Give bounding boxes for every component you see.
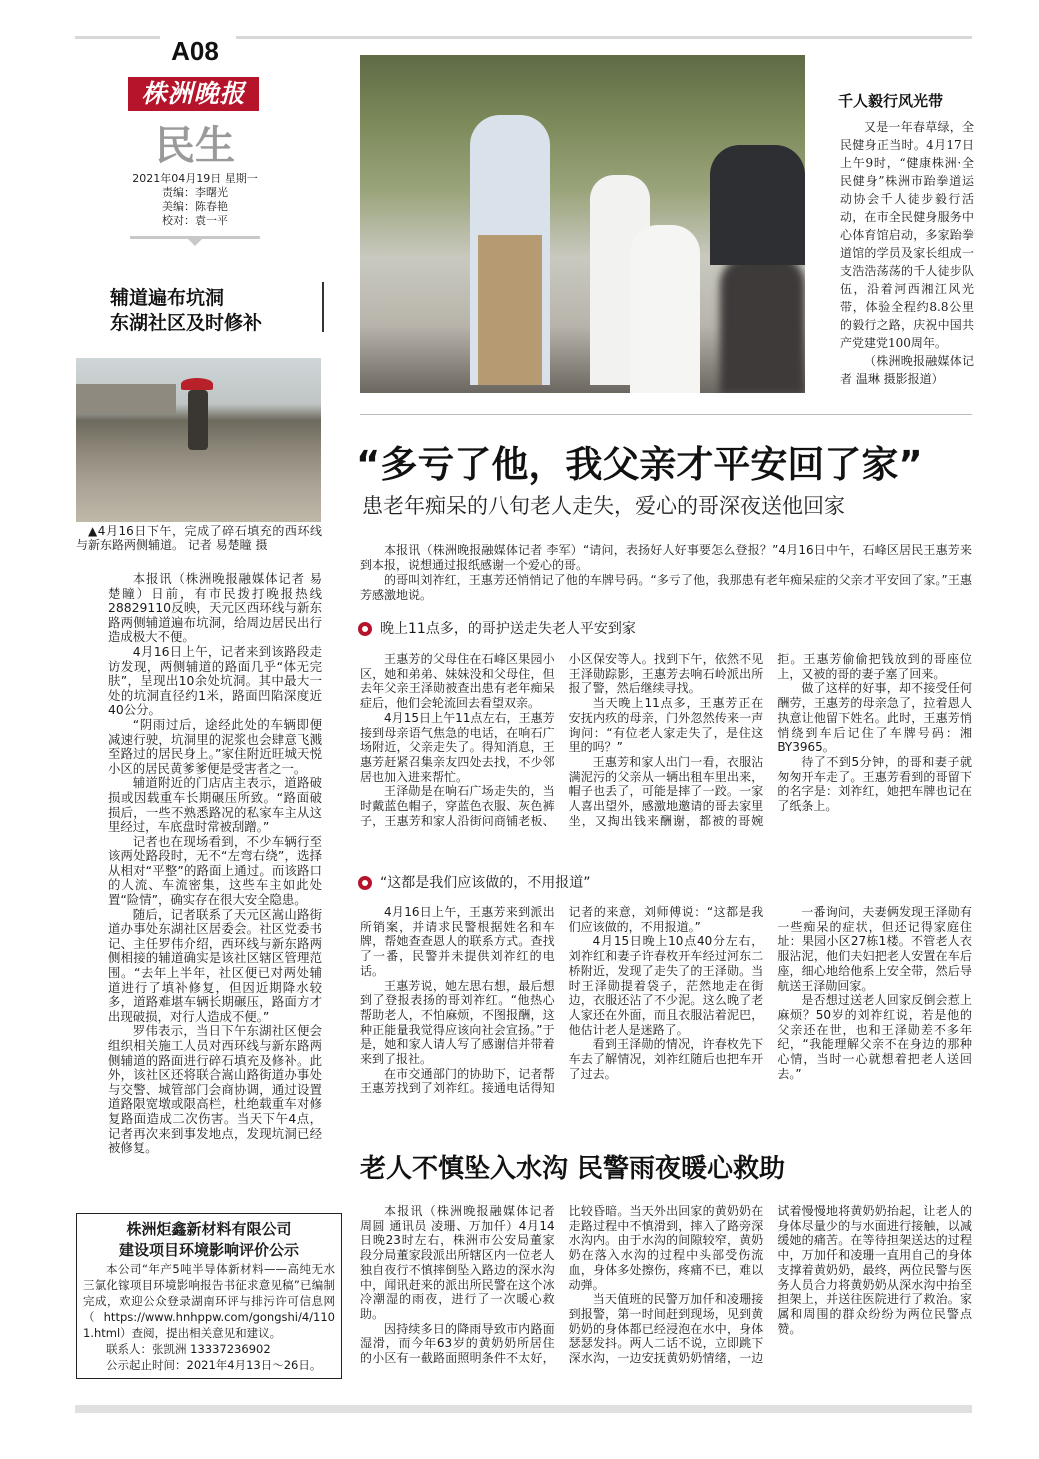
left-article-body [108,572,322,1156]
paragraph: 辅道附近的门店店主表示，道路破损或因载重车长期碾压所致。“路面破损后，一些不熟悉路况的私家车主从这里经过，车底盘时常被刮蹭。” [108,775,322,835]
headline-line: 辅道遍布坑洞 [110,287,225,309]
paragraph: 罗伟表示，当日下午东湖社区便会组织相关施工人员对西环线与新东路两侧辅道的路面进行碎石填充及修补。此外，该社区还将联合嵩山路街道办事处与交警、城管部门会商协调，通过设置道路限宽墩或限高栏，杜绝载重车对修复路面造成二次伤害。当天下午4点，记者再次来到事发地点，发现坑洞已经被修复。 [108,1023,322,1156]
ad-title: 建设项目环境影响评价公示 [118,1241,299,1259]
main-headline: “多亏了他，我父亲才平安回了家” [356,443,923,486]
editor-credit: 责编：李曙光 [162,186,228,199]
paragraph: 在市交通部门的协助下，记者帮王惠芳找到了刘祚红。接通电话得知记者的来意，刘师傅说：“这都是我们应该做的，不用报道。” [360,905,764,1096]
section-1-columns [360,652,972,828]
paragraph: 看到王泽勋的情况，许春枚先下车去了解情况，刘祚红随后也把车开了过去。 [568,1037,764,1081]
paragraph: 4月15日上午11点左右，王惠芳接到母亲语气焦急的电话，在响石广场附近，父亲走失了。得知消息，王惠芳赶紧召集亲友四处去找，不少邻居也加入进来帮忙。 [360,710,555,784]
public-notice-ad [76,1213,342,1379]
photo-story-title: 千人毅行风光带 [838,92,944,110]
paragraph: 王惠芳的父母住在石峰区果园小区，她和弟弟、妹妹没和父母住，但去年父亲王泽勋被查出患有老年痴呆症后，他们会轮流回去看望双亲。 [360,652,555,711]
paragraph: 随后，记者联系了天元区嵩山路街道办事处东湖社区居委会。社区党委书记、主任罗伟介绍，西环线与新东路两侧相接的辅道确实是该社区辖区管理范围。“去年上半年，社区便已对两处辅道进行了填补修复，但因近期降水较多，道路难堪车辆长期碾压，路面方才出现破损，对行人造成不便。” [108,906,322,1024]
paragraph: 一番询问，夫妻俩发现王泽勋有一些痴呆的症状，但还记得家庭住址：果园小区27栋1楼。不管老人衣服沾泥，他们夫妇把老人安置在车后座，细心地给他系上安全带，然后导航送王泽勋回家。 [777,905,972,993]
paragraph: 本报讯（株洲晚报融媒体记者 周圆 通讯员 凌珊、万加仟）4月14日晚23时左右，株洲市公安局董家段分局董家段派出所辖区内一位老人独自夜行不慎摔倒坠入路边的深水沟中，闻讯赶来的派出所民警在这个冰冷潮湿的雨夜，进行了一次暖心救助。 [360,1204,555,1321]
chevron-down-icon [187,238,203,246]
third-article-columns [360,1204,972,1366]
paragraph: 是否想过送老人回家反倒会惹上麻烦？50岁的刘祚红说，若是他的父亲还在世，也和王泽勋差不多年纪，“我能理解父亲不在身边的那种心情，当时一心就想着把老人送回去。” [777,993,972,1081]
column-divider [322,282,324,332]
top-rule-right [236,36,972,39]
left-article-headline [110,286,262,336]
paragraph: 因持续多日的降雨导致市内路面湿滑，而今年63岁的黄奶奶所居住的小区有一截路面照明条件不太好，比较昏暗。当天外出回家的黄奶奶在走路过程中不慎滑到，摔入了路旁深水沟内。由于水沟的间隙较窄，黄奶奶在落入水沟的过程中头部受伤流血，身体多处擦伤，疼痛不已，难以动弹。 [360,1204,764,1366]
walking-event-photo [360,55,805,393]
main-intro [360,543,972,603]
red-ring-icon [358,622,372,636]
paragraph: 4月15日晚上10点40分左右，刘祚红和妻子许春枚开车经过河东二桥附近，发现了走失了的王泽勋。当时王泽勋提着袋子，茫然地走在街边，衣服还沾了不少泥。这么晚了老人家还在外面，而且衣服沾着泥巴，他估计老人是迷路了。 [568,934,764,1037]
paragraph: 本报讯（株洲晚报融媒体记者 李军）“请问，表扬好人好事要怎么登报？”4月16日中午，石峰区居民王惠芳来到本报，说想通过报纸感谢一个爱心的哥。 [360,543,972,572]
trousers-shape [478,235,542,385]
art-editor-credit: 美编：陈春艳 [162,200,228,213]
rider-shape [188,390,208,450]
paragraph: 4月16日上午，王惠芳来到派出所销案，并请求民警根据姓名和车牌，帮她查查恩人的联系方式。查找了一番，民警并未提供刘祚红的电话。 [360,905,555,978]
woman-figure-shape [710,145,805,265]
photo-credit: （株洲晚报融媒体记者 温琳 摄影报道） [840,354,974,386]
bottom-rule [75,1405,972,1413]
photo-story-body [840,118,974,388]
paragraph: 当天晚上11点多，王惠芳正在安抚内疚的母亲，门外忽然传来一声询问：“有位老人家走失了，是住这里的吗？” [568,696,764,755]
proofreader-credit: 校对：袁一平 [162,214,228,227]
newspaper-logo: 株洲晚报 [128,77,259,111]
ad-title: 株洲炬鑫新材料有限公司 [126,1220,292,1238]
red-ring-icon [358,876,372,890]
main-subheadline: 患老年痴呆的八旬老人走失，爱心的哥深夜送他回家 [362,494,845,518]
third-article-headline: 老人不慎坠入水沟 民警雨夜暖心救助 [360,1154,786,1184]
buildings-shape [76,384,176,414]
blurred-child-shape [720,255,805,393]
umbrella-shape [181,378,213,390]
paragraph: 又是一年春草绿，全民健身正当时。4月17日上午9时，“健康株洲·全民健身”株洲市跆拳道运动协会千人徒步毅行活动，在市全民健身服务中心体育馆启动，多家跆拳道馆的学员及家长组成一支浩浩荡荡的千人徒步队伍，沿着河西湘江风光带，体验全程约8.8公里的毅行之路，庆祝中国共产党建党100周年。 [840,120,974,350]
subheading-text: 晚上11点多，的哥护送走失老人平安到家 [380,621,636,637]
ad-contact: 联系人：张凯洲 13337236902 [106,1342,271,1356]
subheading-text: “这都是我们应该做的，不用报道” [380,875,591,891]
ad-period: 公示起止时间：2021年4月13日～26日。 [106,1358,322,1372]
subheading-1 [358,619,636,639]
paragraph: 做了这样的好事，却不接受任何酬劳，王惠芳的母亲急了，拉着恩人执意让他留下姓名。此时，王惠芳悄悄绕到车后记住了车牌号码：湘BY3965。 [777,681,972,755]
paragraph: 待了不到5分钟，的哥和妻子就匆匆开车走了。王惠芳看到的哥留下的名字是：刘祚红，她把车牌也记在了纸条上。 [777,754,972,814]
top-rule-left [75,36,160,39]
section-divider [360,414,972,415]
paragraph: 王泽勋是在响石广场走失的，当时戴蓝色帽子，穿蓝色衣服、灰色裤子，王惠芳和家人沿街问商铺老板、小区保安等人。找到下午，依然不见王泽勋踪影，王惠芳去响石岭派出所报了警，然后继续寻找。 [360,652,764,828]
paragraph: 王惠芳和家人出门一看，衣服沾满泥污的父亲从一辆出租车里出来，帽子也丢了，可能是摔了一跤。一家人喜出望外，感激地邀请的哥去家里坐，又掏出钱来酬谢，都被的哥婉拒。王惠芳偷偷把钱放到的哥座位上，又被的哥的妻子塞了回来。 [568,652,972,828]
paragraph: 本报讯（株洲晚报融媒体记者 易楚瞳）日前，有市民拨打晚报热线28829110反映，天元区西环线与新东路两侧辅道遍布坑洞，给周边居民出行造成极大不便。 [108,571,322,645]
paragraph: 4月16日上午，记者来到该路段走访发现，两侧辅道的路面几乎“体无完肤”，呈现出10余处坑洞。其中最大一处的坑洞直径约1米，路面凹陷深度近40公分。 [108,643,322,718]
road-potholes-photo [76,358,321,522]
ad-body: 本公司“年产5吨半导体新材料——高纯无水三氯化镓项目环境影响报告书征求意见稿”已编制完成，欢迎公众登录湖南环评与排污许可信息网（https://www.hnhppw.com/gongshi/4/1101.html）查阅，提出相关意见和建议。 [83,1262,335,1340]
subheading-2 [358,873,591,893]
paragraph: 的哥叫刘祚红，王惠芳还悄悄记了他的车牌号码。“多亏了他，我那患有老年痴呆症的父亲才平安回了家。”王惠芳感激地说。 [360,573,972,602]
page-number: A08 [171,36,219,66]
section-title: 民生 [155,122,235,169]
paragraph: 当天值班的民警万加仟和凌珊接到报警，第一时间赶到现场，见到黄奶奶的身体都已经浸泡在水中，身体瑟瑟发抖。两人二话不说，立即跳下深水沟，一边安抚黄奶奶情绪，一边试着慢慢地将黄奶奶抬起，让老人的身体尽量少的与水面进行接触，以减缓她的痛苦。在等待担架送达的过程中，万加仟和凌珊一直用自己的身体支撑着黄奶奶，最终，两位民警与医务人员合力将黄奶奶从深水沟中抬至担架上，并送往医院进行了救治。家属和周围的群众纷纷为两位民警点赞。 [568,1204,972,1366]
headline-line: 东湖社区及时修补 [110,312,263,334]
paragraph: 记者也在现场看到，不少车辆行至该两处路段时，无不“左弯右绕”，选择从相对“平整”的路面上通过。而该路口的人流、车流密集，这些车主如此处置“险情”，确实存在很大安全隐患。 [108,833,322,908]
issue-date: 2021年04月19日 星期一 [132,172,258,185]
paragraph: 王惠芳说，她左思右想，最后想到了登报表扬的哥刘祚红。“他热心帮助老人，不怕麻烦，不图报酬，这种正能量我觉得应该向社会宣扬。”于是，她和家人请人写了感谢信并带着来到了报社。 [360,978,555,1067]
photo-caption: ▲4月16日下午，完成了碎石填充的西环线与新东路两侧辅道。 记者 易楚瞳 摄 [76,524,322,552]
child-figure-shape [630,225,700,393]
paragraph: “阴雨过后，途经此处的车辆即便减速行驶，坑洞里的泥浆也会肆意飞溅至路过的居民身上。”家住附近旺城天悦小区的居民黄爹爹便是受害者之一。 [108,716,322,776]
section-2-columns [360,905,972,1096]
